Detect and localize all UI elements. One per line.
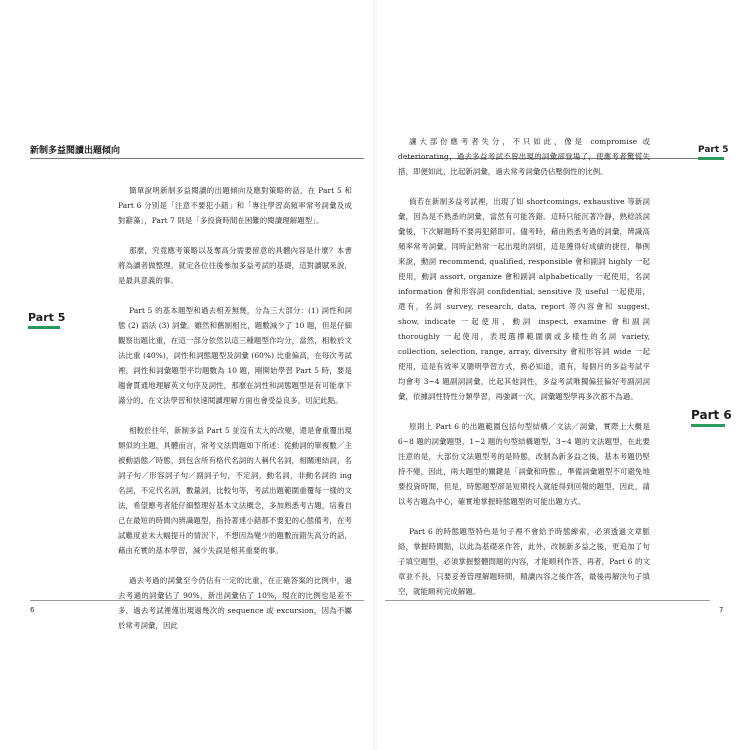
body-paragraph: 相較於往年，新制多益 Part 5 並沒有太大的改變，還是會重覆出現類似的主題，具體而言，常考文法問題如下所述：從動詞的單複數／主被動語態／時態，到包含所有格代名詞的人稱代名詞，相關連結詞，名詞子句／形容詞子句／副詞子句，不定詞，動名詞，非動名詞的 ing 名詞，不定代名詞，數量詞，比較句等，考試出題範圍重覆每一樣的文法，希望應考者能仔細整理好基本文法概念，多加熟悉考古題，培養自己在最短的時間內辨識題型，指持著達小錯都不要犯的心態備考，在考試難度並未大幅提升的情況下，不想因為變少的題數而錯失高分的話，藉由充實的基本學習，減少失誤是相其重要的事。 xyxy=(118,426,352,555)
footer-rule xyxy=(385,600,710,601)
header-rule xyxy=(30,158,364,159)
part-label-underline xyxy=(691,424,725,427)
body-paragraph: 原則上 Part 6 的出題範圍包括句型結構／文法／詞彙，實際上大概是 6~8 題的詞彙題型，1~2 題的句型結構題型，3~4 題的文法題型，在此要注意的是，大部份文法題型考的是時態，改制為新多益之後，基本考題仍堅持不變，因此，兩大題型的關鍵是「詞彙和時態」，準備詞彙題型不可避免地要投資時間，但是，時態題型卻是短期投入就能得到回報的題型，因此，請以考古題為中心，確實地掌握時態題型的可能出題方式。 xyxy=(398,422,650,506)
body-paragraph: 那麼，究竟應考策略以及奪高分需要留意的具體內容是什麼？本書將為讀者做整理，就定各位往後參加多益考試的基礎，這對讀賦來說，是最具意義的事。 xyxy=(118,246,352,285)
part-label-underline xyxy=(698,157,724,160)
page-number: 6 xyxy=(30,606,35,614)
body-paragraph: 過去考過的詞彙至今仍佔有一定的比重，在正確答案的比例中，過去考過的詞彙佔了 90%，新出詞彙佔了 10%，現在的比例也是差不多，過去考試裡僅出現過幾次的 sequence 或 excursion，因為不屬於常考詞彙，因此 xyxy=(118,576,352,630)
page-number: 7 xyxy=(719,606,724,614)
body-paragraph: Part 6 的時態題型特色是句子裡不會給予時態線索，必須透過文章脈絡，掌握時間點，以此為基礎來作答，此外，改制新多益之後，更追加了句子填空題型，必須掌握整體問題的內容，才能順利作答，再者，Part 6 的文章並不長，只要妥善管理解題時間，精讀內容之後作答，最後再解決句子填空，就能順利完成解題。 xyxy=(398,527,650,596)
left-body-column xyxy=(118,183,352,648)
body-paragraph: 簡單說明新制多益閱讀的出題傾向及應對策略的話，在 Part 5 和 Part 6 分別是「注意不要犯小錯」和「專注學習高頻率常考詞彙及成對辭藻」，Part 7 則是「多投資時間在困難的閱讀理解題型」。 xyxy=(118,186,352,225)
part-6-label xyxy=(691,408,732,427)
right-body-column xyxy=(398,134,650,614)
body-paragraph: 讓大部份應考者失分，不只如此，像是 compromise 或 deteriorating，過去多益考試不曾出現的詞彙卻登場了，使應考者驚慌失措，即便如此，比起新詞彙，過去常考詞彙仍佔壓倒性的比例。 xyxy=(398,137,650,176)
right-page xyxy=(375,0,750,750)
body-paragraph: 倘若在新制多益考試裡，出現了如 shortcomings, exhaustive 等新詞彙，因為是不熟悉的詞彙，當然有可能答錯。這時只能沉著冷靜，熟稔該詞彙後，下次解題時不要再犯錯即可。儘考時，藉由熟悉考過的詞彙，辨識高頻率常考詞彙，同時記熟常一起出現的詞組，這是獲得好成績的捷徑，舉例來說，動詞 recommend, qualified, responsible 會和副詞 highly 一起使用，動詞 assort, organize 會和副詞 alphabetically 一起使用，名詞 information 會和形容詞 confidential, sensitive 及 useful 一起使用，還有，名詞 survey, research, data, report 等內容會和 suggest, show, indicate 一起使用，動詞 inspect, examine 會和副詞 thoroughly 一起使用，表現選擇範圍廣或多樣性的名詞 variety, collection, selection, range, array, diversity 會和形容詞 wide 一起使用，這是有效率又聰明學習方式，務必知道，還有，每個月的多益考試平均會考 3~4 題副詞詞彙，比起其他詞性，多益考試唯獨偏狂偏好考副詞詞彙，依據詞性特性分類學習，再強調一次，詞彙題型學再多次都不為過。 xyxy=(398,197,650,401)
part-label-text: Part 5 xyxy=(698,145,729,155)
part-5-label xyxy=(698,145,729,160)
body-paragraph: Part 5 的基本題型和過去相差無幾，分為三大部分：(1) 詞性和詞態 (2) 語法 (3) 詞彙。雖然和舊制相比，題數減少了 10 題，但是仔細觀察出題比重，在這一部分依然以這三種題型作均分，當然，相較於文法比重 (40%)，詞性和詞態題型及詞彙 (60%) 比重偏高，在每次考試裡，詞性和詞彙題型平均題數為 10 題，剛開始學習 Part 5 時，要是趨會貫通地理解英文句序及詞性，那麼在詞性和詞態題型是有可能拿下滿分的。在文法學習和快速閱讀理解方面也會受益良多，切記此點。 xyxy=(118,306,352,405)
part-label-underline xyxy=(28,326,60,329)
running-head: 新制多益閱讀出題傾向 xyxy=(30,146,121,156)
part-5-label xyxy=(28,311,65,329)
part-label-text: Part 5 xyxy=(28,311,66,324)
footer-rule xyxy=(30,600,364,601)
part-label-text: Part 6 xyxy=(691,408,732,422)
